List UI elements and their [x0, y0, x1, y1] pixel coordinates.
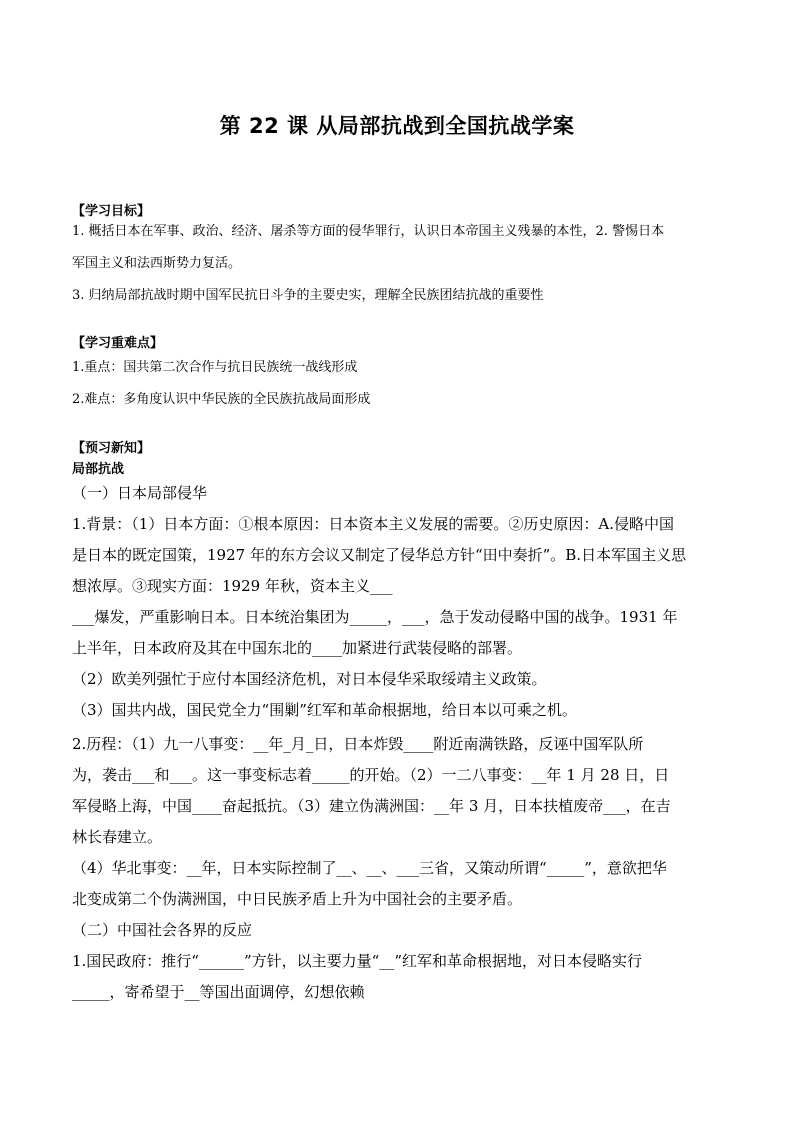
body-line: （2）欧美列强忙于应付本国经济危机，对日本侵华采取绥靖主义政策。	[72, 670, 547, 688]
body-line: 1.国民政府：推行“______”方针，以主要力量“__”红军和革命根据地，对日本侵略实行	[72, 952, 642, 970]
body-line: （4）华北事变：__年，日本实际控制了__、__、___三省，又策动所谓“_____”，意欲把华	[72, 859, 667, 877]
body-line: 1.背景：（1）日本方面：①根本原因：日本资本主义发展的需要。②历史原因：A.侵略中国	[72, 515, 674, 533]
body-line: （二）中国社会各界的反应	[72, 921, 253, 939]
keypoints-line: 2.难点：多角度认识中华民族的全民族抗战局面形成	[72, 392, 371, 407]
body-line: 是日本的既定国策，1927 年的东方会议又制定了侵华总方针“田中奏折”。B.日本军国主义思	[72, 546, 687, 564]
keypoints-heading: 【学习重难点】	[72, 336, 164, 351]
body-line: ___爆发，严重影响日本。日本统治集团为_____，___，急于发动侵略中国的战争。1931 年	[72, 608, 678, 626]
body-line: 2.历程：（1）九一八事变：__年_月_日，日本炸毁____附近南满铁路，反诬中国军队所	[72, 735, 644, 753]
body-line: 北变成第二个伪满洲国，中日民族矛盾上升为中国社会的主要矛盾。	[72, 890, 523, 908]
body-line: （3）国共内战，国民党全力“围剿”红军和革命根据地，给日本以可乘之机。	[72, 701, 577, 719]
preview-subheading: 局部抗战	[72, 462, 125, 477]
goals-heading: 【学习目标】	[72, 204, 151, 219]
goals-line: 1. 概括日本在军事、政治、经济、屠杀等方面的侵华罪行，认识日本帝国主义残暴的本性，2. 警惕日本	[72, 224, 665, 239]
page-title: 第 22 课 从局部抗战到全国抗战学案	[219, 114, 575, 138]
keypoints-line: 1.重点：国共第二次合作与抗日民族统一战线形成	[72, 360, 358, 375]
goals-line: 3. 归纳局部抗战时期中国军民抗日斗争的主要史实，理解全民族团结抗战的重要性	[72, 288, 544, 303]
body-line: 为，袭击___和___。这一事变标志着_____的开始。（2）一二八事变：__年 1 月 28 日，日	[72, 766, 670, 784]
body-line: 上半年，日本政府及其在中国东北的____加紧进行武装侵略的部署。	[72, 639, 523, 657]
body-line: _____，寄希望于__等国出面调停，幻想依赖	[72, 983, 365, 1001]
preview-heading: 【预习新知】	[72, 441, 151, 456]
body-line: 林长春建立。	[72, 828, 163, 846]
body-line: 军侵略上海，中国____奋起抵抗。（3）建立伪满洲国：__年 3 月，日本扶植废帝___，在吉	[72, 797, 671, 815]
goals-line: 军国主义和法西斯势力复活。	[72, 256, 242, 271]
body-line: 想浓厚。③现实方面：1929 年秋，资本主义___	[72, 577, 393, 595]
body-line: （一）日本局部侵华	[72, 484, 208, 502]
